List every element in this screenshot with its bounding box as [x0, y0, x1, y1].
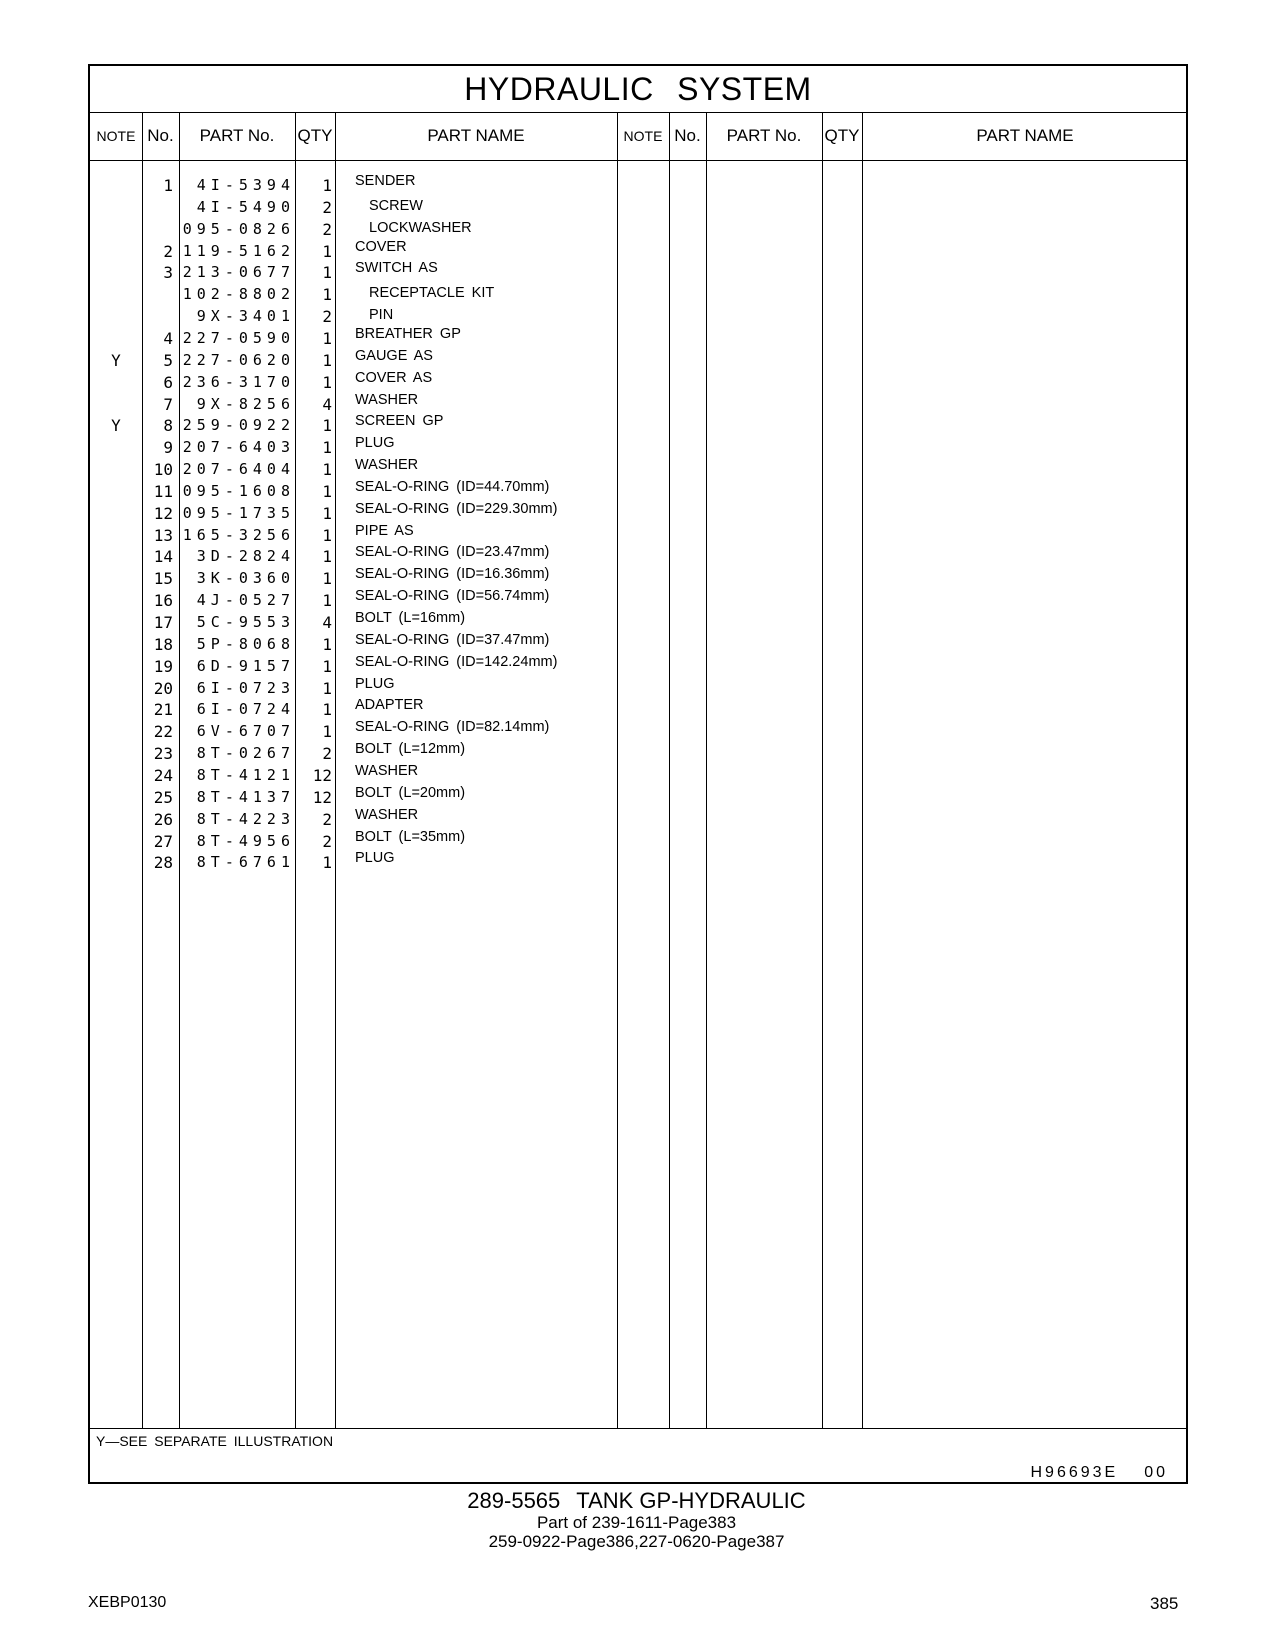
quantity-cell: 1: [322, 591, 332, 611]
part-number-cell: 259-0922: [182, 416, 295, 435]
table-row: [90, 500, 1186, 527]
part-of-reference: Part of 239-1611-Page383: [536, 1513, 737, 1532]
item-number-cell: 16: [153, 591, 173, 611]
table-header: [90, 112, 1186, 161]
quantity-cell: 1: [322, 700, 332, 720]
table-row: [90, 697, 1186, 723]
item-number-cell: 21: [153, 700, 173, 720]
item-number-cell: 9: [163, 438, 173, 458]
note-cell: Y: [111, 416, 121, 436]
item-number-cell: 5: [163, 350, 173, 370]
table-row: [90, 544, 1186, 570]
group-name: TANK GP-HYDRAULIC: [576, 1488, 806, 1513]
quantity-cell: 1: [322, 656, 332, 676]
item-number-cell: 10: [153, 460, 173, 480]
item-number-cell: 14: [153, 547, 173, 567]
header-part-name-left: PART NAME: [427, 126, 525, 145]
quantity-cell: 1: [322, 634, 332, 654]
part-name-cell: COVER AS: [355, 369, 433, 386]
table-row: [90, 828, 1186, 855]
part-number-cell: 236-3170: [182, 372, 295, 391]
quantity-cell: 12: [312, 787, 332, 807]
table-row: [90, 719, 1186, 745]
part-number-cell: 8T-4223: [196, 809, 295, 828]
table-row: [90, 307, 1186, 330]
part-name-cell: SEAL-O-RING (ID=44.70mm): [355, 478, 550, 495]
part-name-cell: LOCKWASHER: [369, 219, 472, 236]
quantity-cell: 1: [322, 547, 332, 567]
part-name-cell: WASHER: [355, 806, 419, 823]
item-number-cell: 26: [153, 809, 173, 829]
part-number-cell: 227-0620: [182, 350, 295, 369]
parts-table-frame: [88, 64, 1188, 1484]
part-name-cell: SCREEN GP: [355, 413, 444, 430]
quantity-cell: 1: [322, 678, 332, 698]
item-number-cell: 27: [153, 831, 173, 851]
quantity-cell: 1: [322, 263, 332, 283]
part-name-cell: SEAL-O-RING (ID=142.24mm): [355, 653, 558, 670]
part-number-cell: 8T-6761: [196, 853, 295, 872]
item-number-cell: 19: [153, 656, 173, 676]
item-number-cell: 3: [163, 263, 173, 283]
table-row: [90, 260, 1186, 286]
illustration-number: H96693E: [1030, 1464, 1119, 1481]
quantity-cell: 1: [322, 438, 332, 458]
table-row: [90, 588, 1186, 614]
table-row: [90, 806, 1186, 833]
quantity-cell: 1: [322, 176, 332, 195]
part-number-cell: 119-5162: [182, 241, 295, 260]
document-id: XEBP0130: [88, 1594, 167, 1611]
header-qty-right: QTY: [824, 126, 860, 145]
table-row: [90, 325, 1186, 352]
part-name-cell: SENDER: [355, 173, 416, 189]
part-number-cell: 5C-9553: [196, 613, 295, 631]
table-row: [90, 173, 1186, 199]
part-number-cell: 213-0677: [182, 263, 295, 282]
illustration-code: [1030, 1464, 1168, 1482]
item-number-cell: 12: [153, 503, 173, 523]
part-name-cell: WASHER: [355, 762, 419, 779]
part-number-cell: 6I-0724: [196, 700, 295, 719]
header-part-no-left: PART No.: [199, 126, 275, 145]
quantity-cell: 1: [322, 241, 332, 261]
table-row: [90, 347, 1186, 374]
table-row: [90, 675, 1186, 702]
header-note-right: NOTE: [623, 128, 663, 144]
part-number-cell: 8T-4137: [196, 787, 295, 806]
part-name-cell: PLUG: [355, 435, 395, 452]
quantity-cell: 2: [322, 744, 332, 764]
item-number-cell: 22: [153, 722, 173, 742]
table-row: [90, 850, 1186, 876]
table-row: [90, 784, 1186, 811]
footnote: Y—SEE SEPARATE ILLUSTRATION: [96, 1433, 334, 1449]
table-row: [90, 285, 1186, 308]
quantity-cell: 1: [322, 722, 332, 742]
part-number-cell: 102-8802: [182, 285, 295, 304]
item-number-cell: 20: [153, 678, 173, 698]
quantity-cell: 2: [322, 219, 332, 239]
part-name-cell: SEAL-O-RING (ID=37.47mm): [355, 631, 550, 648]
header-qty-left: QTY: [297, 126, 333, 145]
part-number-cell: 9X-3401: [196, 307, 295, 326]
table-row: [90, 369, 1186, 396]
group-caption: [0, 1488, 1273, 1514]
part-number-cell: 207-6404: [182, 460, 295, 479]
part-name-cell: ADAPTER: [355, 697, 424, 714]
item-number-cell: 6: [163, 372, 173, 392]
quantity-cell: 1: [322, 853, 332, 873]
quantity-cell: 2: [322, 307, 332, 327]
part-number-cell: 095-0826: [182, 219, 295, 238]
part-name-cell: SCREW: [369, 197, 423, 214]
table-bottom-rule: [90, 1428, 1186, 1429]
quantity-cell: 1: [322, 503, 332, 523]
table-row: [90, 435, 1186, 461]
part-name-cell: SEAL-O-RING (ID=82.14mm): [355, 719, 550, 736]
part-name-cell: SEAL-O-RING (ID=23.47mm): [355, 544, 550, 561]
quantity-cell: 1: [322, 285, 332, 305]
section-title: HYDRAULIC SYSTEM: [90, 66, 1186, 113]
part-number-cell: 6V-6707: [196, 722, 295, 741]
note-cell: Y: [111, 350, 121, 370]
part-name-cell: SEAL-O-RING (ID=56.74mm): [355, 588, 550, 605]
part-number-cell: 5P-8068: [196, 634, 295, 653]
part-number-cell: 227-0590: [182, 328, 295, 347]
quantity-cell: 1: [322, 328, 332, 348]
table-row: [90, 413, 1186, 439]
item-number-cell: 13: [153, 525, 173, 545]
header-note-left: NOTE: [96, 128, 136, 144]
quantity-cell: 1: [322, 481, 332, 501]
part-number-cell: 4I-5490: [196, 197, 295, 216]
item-number-cell: 24: [153, 765, 173, 785]
header-no-right: No.: [674, 126, 701, 145]
part-number-cell: 8T-4121: [196, 765, 295, 784]
item-number-cell: 1: [163, 176, 173, 195]
quantity-cell: 1: [322, 460, 332, 480]
part-name-cell: WASHER: [355, 457, 419, 474]
part-name-cell: COVER: [355, 238, 407, 255]
part-name-cell: PLUG: [355, 675, 395, 692]
part-number-cell: 3K-0360: [196, 569, 295, 588]
page-number: 385: [1150, 1594, 1179, 1613]
part-number-cell: 165-3256: [182, 525, 295, 544]
part-name-cell: RECEPTACLE KIT: [369, 285, 495, 302]
part-name-cell: GAUGE AS: [355, 347, 433, 364]
part-name-cell: BOLT (L=12mm): [355, 741, 466, 758]
part-name-cell: SEAL-O-RING (ID=229.30mm): [355, 500, 558, 517]
table-row: [90, 566, 1186, 592]
part-name-cell: BOLT (L=16mm): [355, 610, 466, 626]
quantity-cell: 2: [322, 197, 332, 217]
item-number-cell: 11: [153, 481, 173, 501]
table-row: [90, 653, 1186, 680]
item-number-cell: 8: [163, 416, 173, 436]
quantity-cell: 4: [322, 394, 332, 414]
part-name-cell: WASHER: [355, 391, 419, 408]
table-row: [90, 762, 1186, 789]
table-row: [90, 391, 1186, 418]
quantity-cell: 1: [322, 372, 332, 392]
part-number-cell: 8T-0267: [196, 744, 295, 763]
part-number-cell: 4I-5394: [196, 176, 295, 194]
item-number-cell: 7: [163, 394, 173, 414]
page-references: 259-0922-Page386,227-0620-Page387: [488, 1532, 785, 1551]
part-number-cell: 8T-4956: [196, 831, 295, 850]
quantity-cell: 1: [322, 569, 332, 589]
part-number-cell: 207-6403: [182, 438, 295, 457]
part-number-cell: 6D-9157: [196, 656, 295, 675]
quantity-cell: 2: [322, 831, 332, 851]
table-row: [90, 238, 1186, 265]
item-number-cell: 23: [153, 744, 173, 764]
item-number-cell: 17: [153, 613, 173, 632]
table-row: [90, 522, 1186, 549]
quantity-cell: 2: [322, 809, 332, 829]
table-row: [90, 610, 1186, 636]
header-part-no-right: PART No.: [726, 126, 802, 145]
part-name-cell: SEAL-O-RING (ID=16.36mm): [355, 566, 550, 583]
illustration-revision: 00: [1144, 1464, 1168, 1481]
group-part-number: 289-5565: [467, 1488, 561, 1513]
item-number-cell: 18: [153, 634, 173, 654]
part-number-cell: 9X-8256: [196, 394, 295, 413]
part-name-cell: PIN: [369, 307, 394, 324]
item-number-cell: 28: [153, 853, 173, 873]
part-number-cell: 095-1735: [182, 503, 295, 522]
table-row: [90, 631, 1186, 658]
part-name-cell: PLUG: [355, 850, 395, 867]
quantity-cell: 1: [322, 350, 332, 370]
item-number-cell: 4: [163, 328, 173, 348]
table-row: [90, 457, 1186, 483]
part-number-cell: 3D-2824: [196, 547, 295, 566]
part-number-cell: 095-1608: [182, 481, 295, 500]
table-row: [90, 198, 1186, 221]
quantity-cell: 12: [312, 765, 332, 785]
part-name-cell: SWITCH AS: [355, 260, 438, 277]
table-row: [90, 741, 1186, 767]
header-no-left: No.: [147, 126, 174, 145]
quantity-cell: 1: [322, 525, 332, 545]
item-number-cell: 25: [153, 787, 173, 807]
part-name-cell: BOLT (L=20mm): [355, 784, 466, 801]
quantity-cell: 4: [322, 613, 332, 632]
part-number-cell: 6I-0723: [196, 678, 295, 697]
part-name-cell: BOLT (L=35mm): [355, 828, 466, 845]
table-row: [90, 478, 1186, 505]
item-number-cell: 15: [153, 569, 173, 589]
quantity-cell: 1: [322, 416, 332, 436]
part-name-cell: PIPE AS: [355, 522, 414, 539]
part-name-cell: BREATHER GP: [355, 325, 461, 342]
item-number-cell: 2: [163, 241, 173, 261]
header-part-name-right: PART NAME: [976, 126, 1074, 145]
table-row: [90, 220, 1186, 243]
part-number-cell: 4J-0527: [196, 591, 295, 610]
